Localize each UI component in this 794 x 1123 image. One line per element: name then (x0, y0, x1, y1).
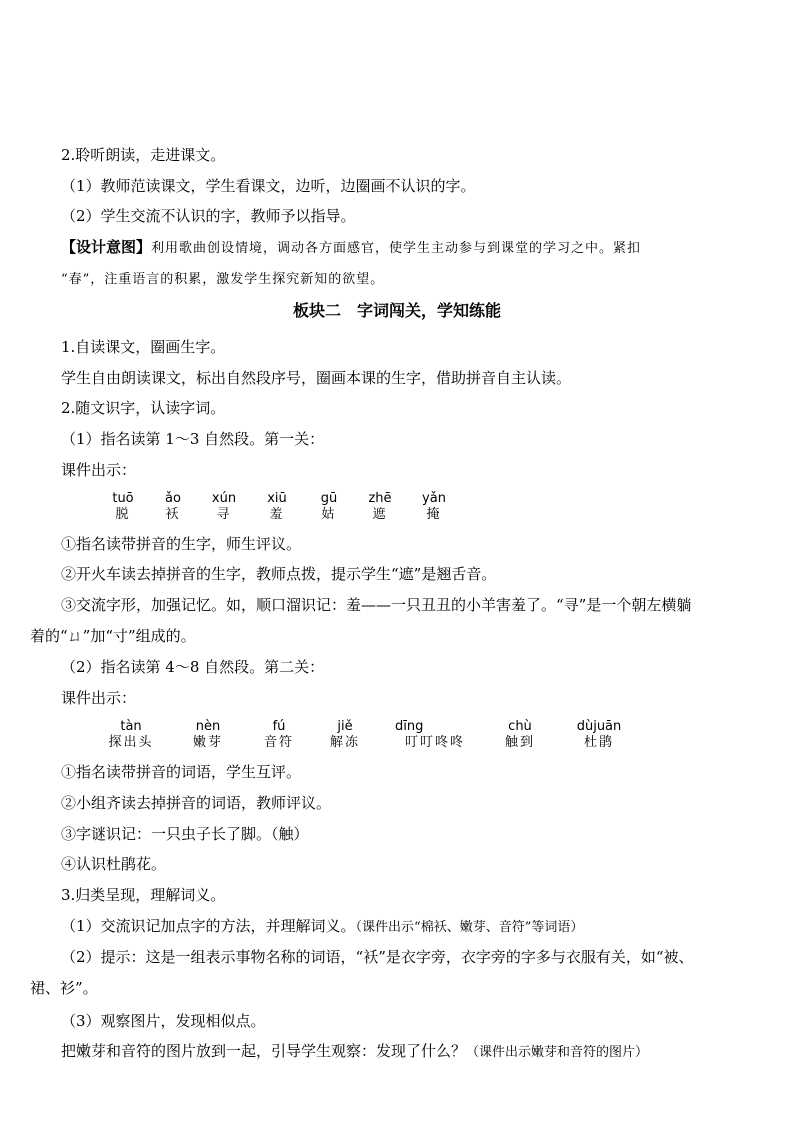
character-text: 遮 (372, 507, 388, 522)
word-text: 触到 (504, 735, 535, 750)
design-intent-line-1 (61, 237, 641, 259)
word-text: 叮叮咚咚 (404, 735, 465, 750)
design-intent-text-1: 利用歌曲创设情境，调动各方面感官，使学生主动参与到课堂的学习之中。紧扣 (151, 241, 642, 256)
step-hint: （2）提示：这是一组表示事物名称的词语，“袄”是衣字旁，衣字旁的字多与衣服有关，如“被、 (61, 948, 694, 966)
step-self-read: 1.自读课文，圈画生字。 (61, 338, 226, 356)
pinyin-text: tuō (112, 491, 134, 506)
character-text: 脱 (115, 507, 131, 522)
courseware-label-2: 课件出示： (61, 689, 137, 707)
step-listen-reading: 2.聆听朗读，走进课文。 (61, 146, 226, 164)
pinyin-item (570, 719, 628, 751)
character-text: 袄 (165, 507, 181, 522)
design-intent-text-2: “春”，注重语言的积累，激发学生探究新知的欲望。 (61, 272, 385, 287)
step-observe-detail-main: 把嫩芽和音符的图片放到一起，引导学生观察：发现了什么？ (61, 1042, 467, 1060)
step-dotted-chars-main: （1）交流识记加点字的方法，并理解词义。 (61, 917, 356, 935)
pinyin-text: tàn (120, 719, 142, 734)
pinyin-item (322, 719, 368, 751)
pinyin-text: gū (320, 491, 338, 506)
character-text: 羞 (269, 507, 285, 522)
step-riddle: ③字谜识记：一只虫子长了脚。（触） (61, 825, 309, 843)
step-teacher-reads: （1）教师范读课文，学生看课文，边听，边圈画不认识的字。 (61, 177, 476, 195)
word-text: 音符 (263, 735, 294, 750)
pinyin-text: dùjuān (576, 719, 622, 734)
step-students-exchange: （2）学生交流不认识的字，教师予以指导。 (61, 207, 356, 225)
pinyin-item (393, 719, 477, 751)
step-azalea: ④认识杜鹃花。 (61, 855, 167, 873)
pinyin-text: xiū (267, 491, 287, 506)
step-dotted-chars-note: （课件出示“棉袄、嫩芽、音符”等词语） (355, 920, 584, 935)
pinyin-text: jiě (337, 719, 353, 734)
step-classify: 3.归类呈现，理解词义。 (61, 886, 226, 904)
pinyin-text: fú (272, 719, 286, 734)
step-recognize-words: 2.随文识字，认读字词。 (61, 399, 226, 417)
design-intent-line-2 (61, 268, 384, 290)
pinyin-text: zhē (368, 491, 392, 506)
pinyin-item (312, 491, 346, 523)
pinyin-item (207, 491, 241, 523)
section-heading: 板块二 字词闯关，学知练能 (292, 301, 501, 320)
character-text: 寻 (216, 507, 232, 522)
pinyin-text: xún (211, 491, 237, 506)
pinyin-group-2 (0, 719, 794, 763)
pinyin-item (497, 719, 543, 751)
step-group-read: ②小组齐读去掉拼音的词语，教师评议。 (61, 794, 332, 812)
word-text: 探出头 (108, 735, 154, 750)
pinyin-item (156, 491, 190, 523)
pinyin-item (260, 491, 294, 523)
step-glyph-exchange: ③交流字形，加强记忆。如，顺口溜识记：羞——一只丑丑的小羊害羞了。“寻”是一个朝左横躺 (61, 596, 692, 614)
word-text: 杜鹃 (583, 735, 614, 750)
pinyin-item (256, 719, 302, 751)
pinyin-item (101, 719, 161, 751)
pinyin-text: chù (508, 719, 532, 734)
pinyin-text: dīng (395, 719, 424, 734)
step-hint-cont: 裙、衫”。 (30, 979, 98, 997)
courseware-label-1: 课件出示： (61, 461, 137, 479)
step-train-read: ②开火车读去掉拼音的生字，教师点拨，提示学生“遮”是翘舌音。 (61, 565, 497, 583)
pinyin-text: ǎo (165, 491, 181, 506)
step-glyph-exchange-cont: 着的“ㄩ”加“寸”组成的。 (30, 627, 196, 645)
pinyin-item (363, 491, 397, 523)
word-text: 解冻 (329, 735, 360, 750)
step-level-one: （1）指名读第 1～3 自然段。第一关： (61, 430, 325, 448)
step-observe-detail-note: （课件出示嫩芽和音符的图片） (466, 1045, 649, 1060)
step-observe-detail (61, 1041, 648, 1063)
pinyin-text: yǎn (422, 491, 446, 506)
design-intent-label: 【设计意图】 (61, 238, 152, 256)
pinyin-group-1 (0, 491, 794, 535)
character-text: 掩 (426, 507, 442, 522)
pinyin-item (185, 719, 231, 751)
character-text: 姑 (321, 507, 337, 522)
pinyin-text: nèn (195, 719, 221, 734)
step-dotted-chars (61, 916, 583, 938)
step-pinyin-words-read: ①指名读带拼音的词语，学生互评。 (61, 763, 302, 781)
word-text: 嫩芽 (192, 735, 223, 750)
pinyin-item (417, 491, 451, 523)
step-level-two: （2）指名读第 4～8 自然段。第二关： (61, 658, 325, 676)
pinyin-item (106, 491, 140, 523)
step-pinyin-chars-read: ①指名读带拼音的生字，师生评议。 (61, 535, 302, 553)
step-observe: （3）观察图片，发现相似点。 (61, 1012, 266, 1030)
step-self-read-detail: 学生自由朗读课文，标出自然段序号，圈画本课的生字，借助拼音自主认读。 (61, 369, 572, 387)
